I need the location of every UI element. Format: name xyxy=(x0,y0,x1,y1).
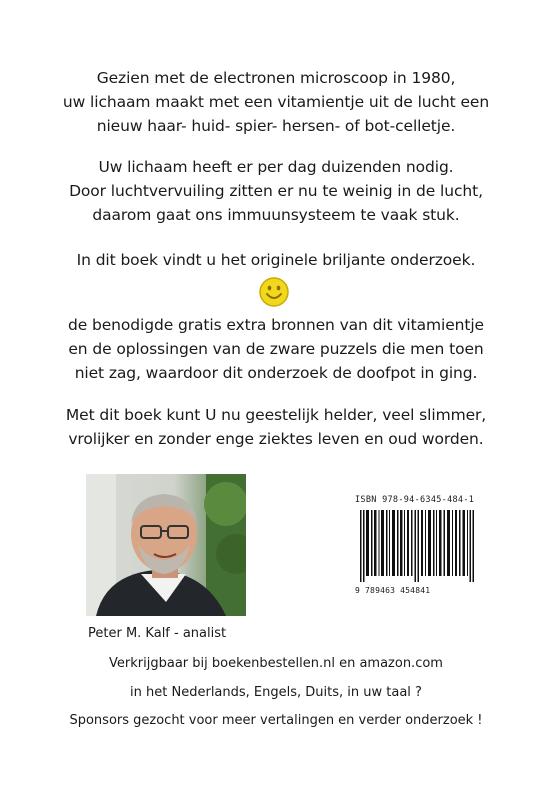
text-line: In dit boek vindt u het originele briljante onderzoek. xyxy=(76,251,476,269)
text-line: daarom gaat ons immuunsysteem te vaak stuk. xyxy=(92,206,460,224)
languages-text: in het Nederlands, Engels, Duits, in uw taal ? xyxy=(130,685,422,700)
isbn-label: ISBN 978-94-6345-484-1 xyxy=(355,495,475,505)
paragraph-benefits xyxy=(0,403,552,451)
text-line: Uw lichaam heeft er per dag duizenden nodig. xyxy=(98,158,454,176)
text-line: nieuw haar- huid- spier- hersen- of bot-celletje. xyxy=(96,117,456,135)
paragraph-intro xyxy=(0,66,552,138)
availability-text: Verkrijgbaar bij boekenbestellen.nl en amazon.com xyxy=(109,656,443,671)
text-line: en de oplossingen van de zware puzzels die men toen xyxy=(68,340,484,358)
barcode-digits: 9 789463 454841 xyxy=(355,586,431,595)
text-line: Door luchtvervuiling zitten er nu te weinig in de lucht, xyxy=(69,182,483,200)
text-line: Met dit boek kunt U nu geestelijk helder, veel slimmer, xyxy=(65,406,487,424)
smiley-face-icon xyxy=(258,276,290,308)
text-line: Gezien met de electronen microscoop in 1980, xyxy=(96,69,456,87)
text-line: vrolijker en zonder enge ziektes leven en oud worden. xyxy=(68,430,484,448)
text-line: uw lichaam maakt met een vitamientje uit de lucht een xyxy=(62,93,490,111)
barcode-bars xyxy=(360,510,474,582)
paragraph-sources xyxy=(0,313,552,385)
text-line: niet zag, waardoor dit onderzoek de doofpot in ging. xyxy=(74,364,478,382)
paragraph-book xyxy=(0,248,552,272)
text-line: de benodigde gratis extra bronnen van dit vitamientje xyxy=(68,316,484,334)
paragraph-need xyxy=(0,155,552,227)
author-caption: Peter M. Kalf - analist xyxy=(88,626,227,641)
author-photo xyxy=(86,474,246,616)
sponsors-text: Sponsors gezocht voor meer vertalingen en verder onderzoek ! xyxy=(69,713,483,728)
